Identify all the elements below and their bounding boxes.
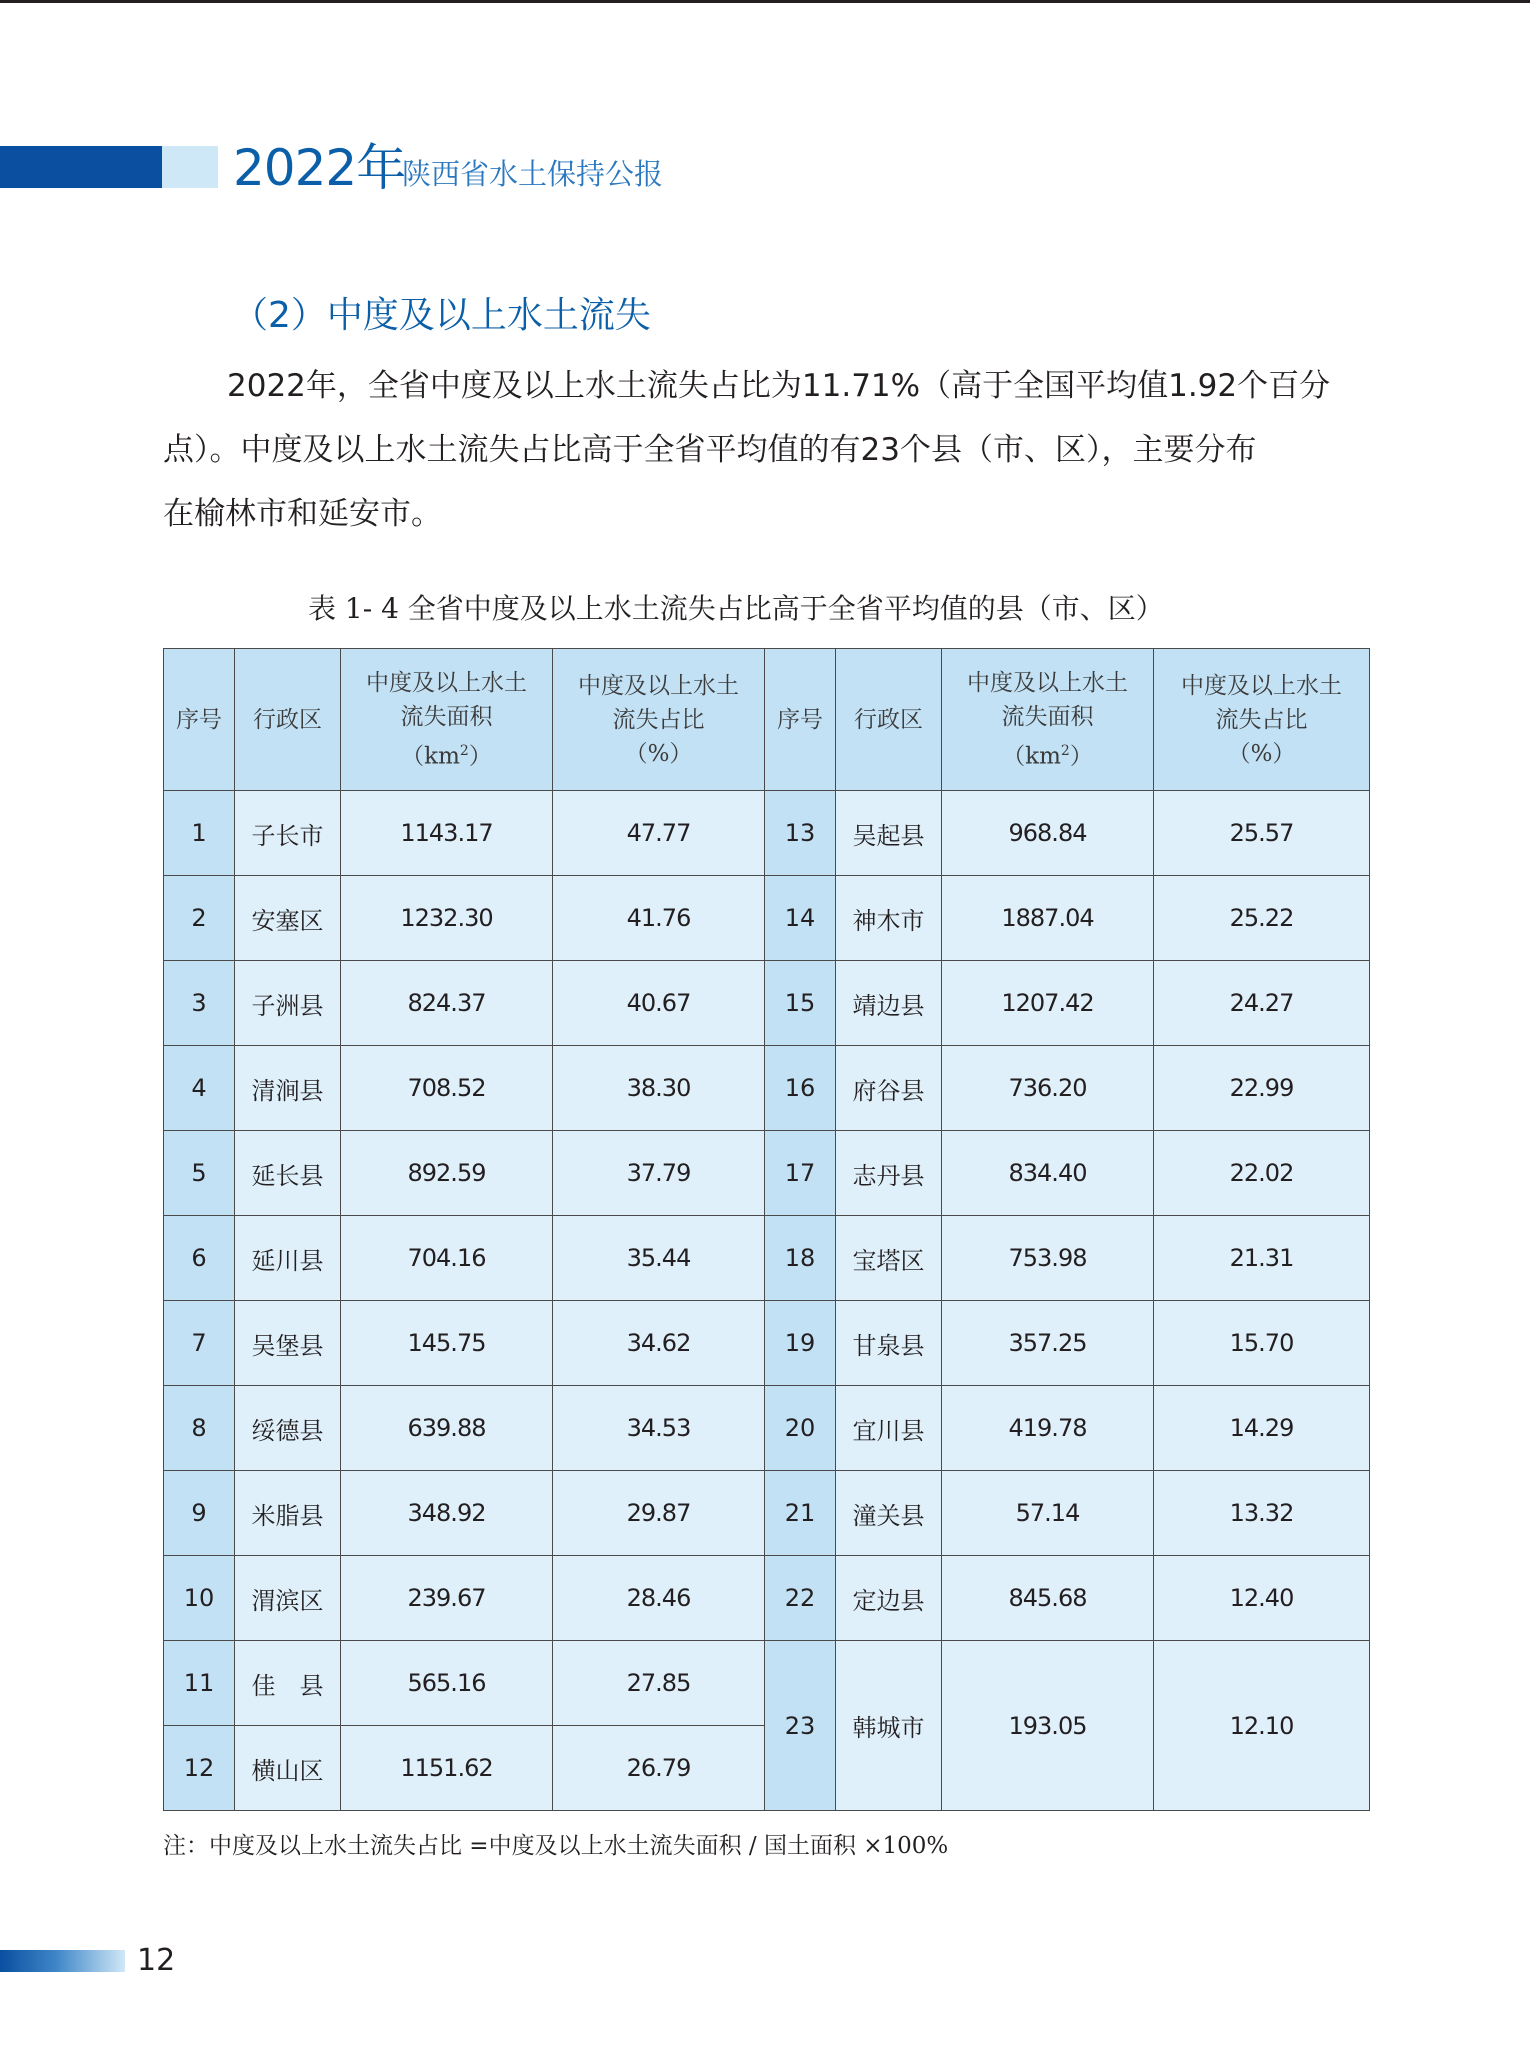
paragraph-line: 点）。中度及以上水土流失占比高于全省平均值的有23个县（市、区），主要分布: [163, 432, 1257, 468]
cell-region: 子长市: [235, 791, 341, 876]
header-ratio-line2: 流失占比: [612, 706, 705, 733]
header-idx: 序号: [164, 649, 235, 791]
cell-region: 宝塔区: [836, 1216, 942, 1301]
header-area-line2: 流失面积: [1001, 703, 1094, 730]
cell-area: 57.14: [942, 1471, 1154, 1556]
cell-idx: 17: [765, 1131, 836, 1216]
header-area-unit: $(km^2)$: [401, 742, 492, 770]
table-row: [164, 1386, 1370, 1471]
cell-region: 米脂县: [235, 1471, 341, 1556]
cell-idx: 10: [164, 1556, 235, 1641]
table-row: [164, 1216, 1370, 1301]
cell-ratio: 12.10: [1154, 1641, 1370, 1811]
cell-ratio: 34.62: [553, 1301, 765, 1386]
header-accent-bar-light: [162, 146, 218, 188]
cell-idx: 22: [765, 1556, 836, 1641]
cell-area: 892.59: [341, 1131, 553, 1216]
header-subtitle: 陕西省水土保持公报: [402, 157, 664, 191]
cell-region: 志丹县: [836, 1131, 942, 1216]
cell-idx: 15: [765, 961, 836, 1046]
cell-region: 靖边县: [836, 961, 942, 1046]
paragraph-line: 在榆林市和延安市。: [163, 496, 442, 532]
cell-ratio: 22.99: [1154, 1046, 1370, 1131]
cell-ratio: 29.87: [553, 1471, 765, 1556]
cell-region: 定边县: [836, 1556, 942, 1641]
cell-area: 419.78: [942, 1386, 1154, 1471]
cell-area: 753.98: [942, 1216, 1154, 1301]
cell-region: 绥德县: [235, 1386, 341, 1471]
cell-region: 潼关县: [836, 1471, 942, 1556]
cell-ratio: 28.46: [553, 1556, 765, 1641]
header-area-line2: 流失面积: [400, 703, 493, 730]
table-caption: 表 1- 4 全省中度及以上水土流失占比高于全省平均值的县（市、区）: [308, 592, 1164, 625]
cell-idx: 19: [765, 1301, 836, 1386]
cell-region: 清涧县: [235, 1046, 341, 1131]
cell-area: 824.37: [341, 961, 553, 1046]
cell-area: 193.05: [942, 1641, 1154, 1811]
cell-region: 甘泉县: [836, 1301, 942, 1386]
cell-ratio: 25.22: [1154, 876, 1370, 961]
table-row: [164, 1556, 1370, 1641]
cell-region: 延川县: [235, 1216, 341, 1301]
cell-area: 565.16: [341, 1641, 553, 1726]
header-ratio: [553, 649, 765, 791]
paragraph-line: 2022年，全省中度及以上水土流失占比为11.71%（高于全国平均值1.92个百分: [227, 368, 1331, 404]
cell-region: 韩城市: [836, 1641, 942, 1811]
table-row: [164, 1471, 1370, 1556]
cell-idx: 13: [765, 791, 836, 876]
header-area-unit: $(km^2)$: [1002, 742, 1093, 770]
data-table: [163, 648, 1370, 1811]
table-note: 注：中度及以上水土流失占比 =中度及以上水土流失面积 / 国土面积 ×100%: [163, 1833, 949, 1859]
header-ratio: [1154, 649, 1370, 791]
cell-idx: 20: [765, 1386, 836, 1471]
cell-idx: 12: [164, 1726, 235, 1811]
cell-area: 1151.62: [341, 1726, 553, 1811]
cell-idx: 18: [765, 1216, 836, 1301]
cell-ratio: 22.02: [1154, 1131, 1370, 1216]
cell-ratio: 25.57: [1154, 791, 1370, 876]
cell-ratio: 34.53: [553, 1386, 765, 1471]
cell-area: 239.67: [341, 1556, 553, 1641]
header-ratio-line2: 流失占比: [1215, 706, 1308, 733]
header-ratio-line1: 中度及以上水土: [578, 672, 739, 699]
page-number: 12: [137, 1943, 176, 1978]
top-rule: [0, 0, 1530, 3]
cell-ratio: 41.76: [553, 876, 765, 961]
table-row: [164, 876, 1370, 961]
cell-area: 708.52: [341, 1046, 553, 1131]
cell-idx: 23: [765, 1641, 836, 1811]
cell-area: 834.40: [942, 1131, 1154, 1216]
table-row: [164, 791, 1370, 876]
cell-ratio: 27.85: [553, 1641, 765, 1726]
header-area-line1: 中度及以上水土: [366, 669, 527, 696]
cell-idx: 3: [164, 961, 235, 1046]
header-ratio-line1: 中度及以上水土: [1181, 672, 1342, 699]
header-ratio-unit: （%）: [1227, 740, 1296, 767]
header-ratio-unit: （%）: [624, 740, 693, 767]
cell-ratio: 37.79: [553, 1131, 765, 1216]
cell-idx: 1: [164, 791, 235, 876]
table-row: [164, 1046, 1370, 1131]
section-title: （2）中度及以上水土流失: [232, 295, 651, 336]
table-row: [164, 1641, 1370, 1726]
cell-region: 神木市: [836, 876, 942, 961]
cell-area: 736.20: [942, 1046, 1154, 1131]
cell-region: 渭滨区: [235, 1556, 341, 1641]
cell-region: 府谷县: [836, 1046, 942, 1131]
cell-ratio: 12.40: [1154, 1556, 1370, 1641]
cell-area: 639.88: [341, 1386, 553, 1471]
table-row: [164, 1301, 1370, 1386]
cell-idx: 11: [164, 1641, 235, 1726]
cell-area: 704.16: [341, 1216, 553, 1301]
body-paragraph: [163, 354, 1368, 546]
cell-ratio: 35.44: [553, 1216, 765, 1301]
cell-area: 1887.04: [942, 876, 1154, 961]
cell-idx: 6: [164, 1216, 235, 1301]
cell-ratio: 14.29: [1154, 1386, 1370, 1471]
header-accent-bar: [0, 146, 162, 188]
cell-area: 348.92: [341, 1471, 553, 1556]
header-region: 行政区: [836, 649, 942, 791]
cell-idx: 7: [164, 1301, 235, 1386]
cell-region: 吴堡县: [235, 1301, 341, 1386]
cell-idx: 9: [164, 1471, 235, 1556]
cell-ratio: 24.27: [1154, 961, 1370, 1046]
header-area: [942, 649, 1154, 791]
cell-idx: 14: [765, 876, 836, 961]
header-area: [341, 649, 553, 791]
header-area-line1: 中度及以上水土: [967, 669, 1128, 696]
cell-ratio: 47.77: [553, 791, 765, 876]
cell-ratio: 15.70: [1154, 1301, 1370, 1386]
cell-ratio: 21.31: [1154, 1216, 1370, 1301]
cell-ratio: 40.67: [553, 961, 765, 1046]
cell-area: 1143.17: [341, 791, 553, 876]
table-row: [164, 1131, 1370, 1216]
cell-idx: 5: [164, 1131, 235, 1216]
cell-region: 延长县: [235, 1131, 341, 1216]
cell-ratio: 38.30: [553, 1046, 765, 1131]
cell-idx: 16: [765, 1046, 836, 1131]
cell-idx: 21: [765, 1471, 836, 1556]
cell-area: 845.68: [942, 1556, 1154, 1641]
header-region: 行政区: [235, 649, 341, 791]
cell-idx: 4: [164, 1046, 235, 1131]
cell-region: 子洲县: [235, 961, 341, 1046]
header-idx: 序号: [765, 649, 836, 791]
cell-area: 145.75: [341, 1301, 553, 1386]
header-year: 2022年: [233, 139, 406, 197]
cell-area: 1232.30: [341, 876, 553, 961]
cell-ratio: 26.79: [553, 1726, 765, 1811]
cell-region: 安塞区: [235, 876, 341, 961]
footer-accent-bar: [0, 1950, 125, 1972]
cell-region: 横山区: [235, 1726, 341, 1811]
cell-region: 宜川县: [836, 1386, 942, 1471]
table-header-row: [164, 649, 1370, 791]
cell-area: 357.25: [942, 1301, 1154, 1386]
cell-area: 1207.42: [942, 961, 1154, 1046]
cell-region: 佳 县: [235, 1641, 341, 1726]
table-row: [164, 961, 1370, 1046]
cell-idx: 8: [164, 1386, 235, 1471]
cell-region: 吴起县: [836, 791, 942, 876]
cell-idx: 2: [164, 876, 235, 961]
cell-ratio: 13.32: [1154, 1471, 1370, 1556]
cell-area: 968.84: [942, 791, 1154, 876]
